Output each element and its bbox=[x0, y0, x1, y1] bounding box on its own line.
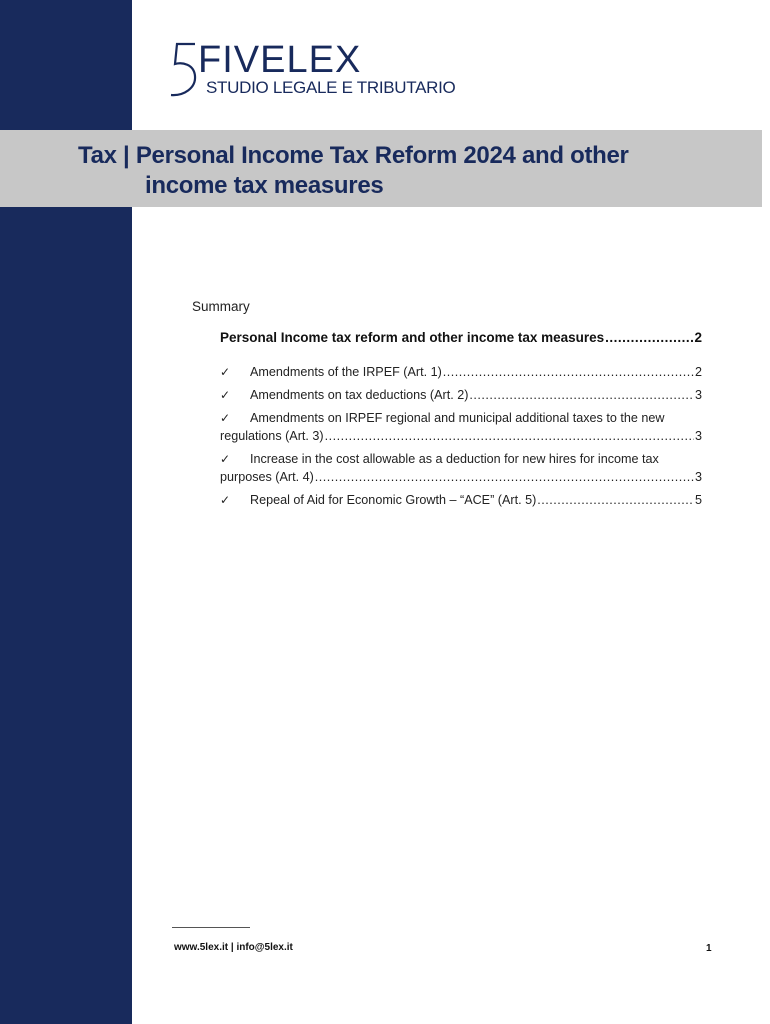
footer-contact: www.5lex.it | info@5lex.it bbox=[174, 942, 293, 953]
toc-item[interactable] bbox=[220, 409, 702, 445]
toc-item-text: Amendments of the IRPEF (Art. 1) bbox=[250, 365, 442, 379]
check-icon: ✓ bbox=[220, 388, 231, 402]
five-logo-icon bbox=[168, 40, 198, 98]
toc-item-text-line-2: regulations (Art. 3) bbox=[220, 429, 324, 443]
toc-item[interactable] bbox=[220, 491, 702, 514]
toc-item-page: 3 bbox=[694, 388, 702, 402]
table-of-contents bbox=[220, 330, 702, 514]
toc-item-text: Repeal of Aid for Economic Growth – “ACE” (Art. 5) bbox=[250, 493, 537, 507]
logo bbox=[168, 39, 456, 100]
page-title bbox=[78, 141, 738, 201]
toc-leader-dots bbox=[325, 427, 694, 445]
toc-item[interactable] bbox=[220, 386, 702, 409]
toc-leader-dots bbox=[605, 330, 693, 345]
toc-main-text: Personal Income tax reform and other income tax measures bbox=[220, 330, 605, 345]
toc-leader-dots bbox=[537, 491, 694, 509]
toc-main-entry[interactable] bbox=[220, 330, 702, 354]
toc-main-page: 2 bbox=[694, 330, 702, 345]
check-icon: ✓ bbox=[220, 452, 231, 466]
brand-name: FIVELEX bbox=[198, 39, 362, 81]
toc-leader-dots bbox=[443, 363, 694, 381]
toc-item-text-line-1: Amendments on IRPEF regional and municipal additional taxes to the new bbox=[250, 411, 665, 425]
toc-item[interactable] bbox=[220, 450, 702, 486]
footnote-rule bbox=[172, 927, 250, 928]
toc-item-text: Amendments on tax deductions (Art. 2) bbox=[250, 388, 469, 402]
check-icon: ✓ bbox=[220, 365, 231, 379]
page-number: 1 bbox=[706, 943, 712, 954]
toc-leader-dots bbox=[469, 386, 694, 404]
toc-item-page: 3 bbox=[694, 470, 702, 484]
toc-item-text-line-1: Increase in the cost allowable as a deduction for new hires for income tax bbox=[250, 452, 659, 466]
title-line-1: Tax | Personal Income Tax Reform 2024 and other bbox=[78, 142, 629, 169]
toc-item[interactable] bbox=[220, 363, 702, 386]
toc-item-page: 2 bbox=[694, 365, 702, 379]
check-icon: ✓ bbox=[220, 493, 231, 507]
brand-tagline: STUDIO LEGALE E TRIBUTARIO bbox=[206, 78, 456, 97]
toc-leader-dots bbox=[315, 468, 694, 486]
toc-item-text-line-2: purposes (Art. 4) bbox=[220, 470, 314, 484]
check-icon: ✓ bbox=[220, 411, 231, 425]
toc-item-page: 3 bbox=[694, 429, 702, 443]
toc-item-page: 5 bbox=[694, 493, 702, 507]
title-line-2: income tax measures bbox=[145, 172, 384, 199]
summary-label: Summary bbox=[192, 299, 250, 314]
